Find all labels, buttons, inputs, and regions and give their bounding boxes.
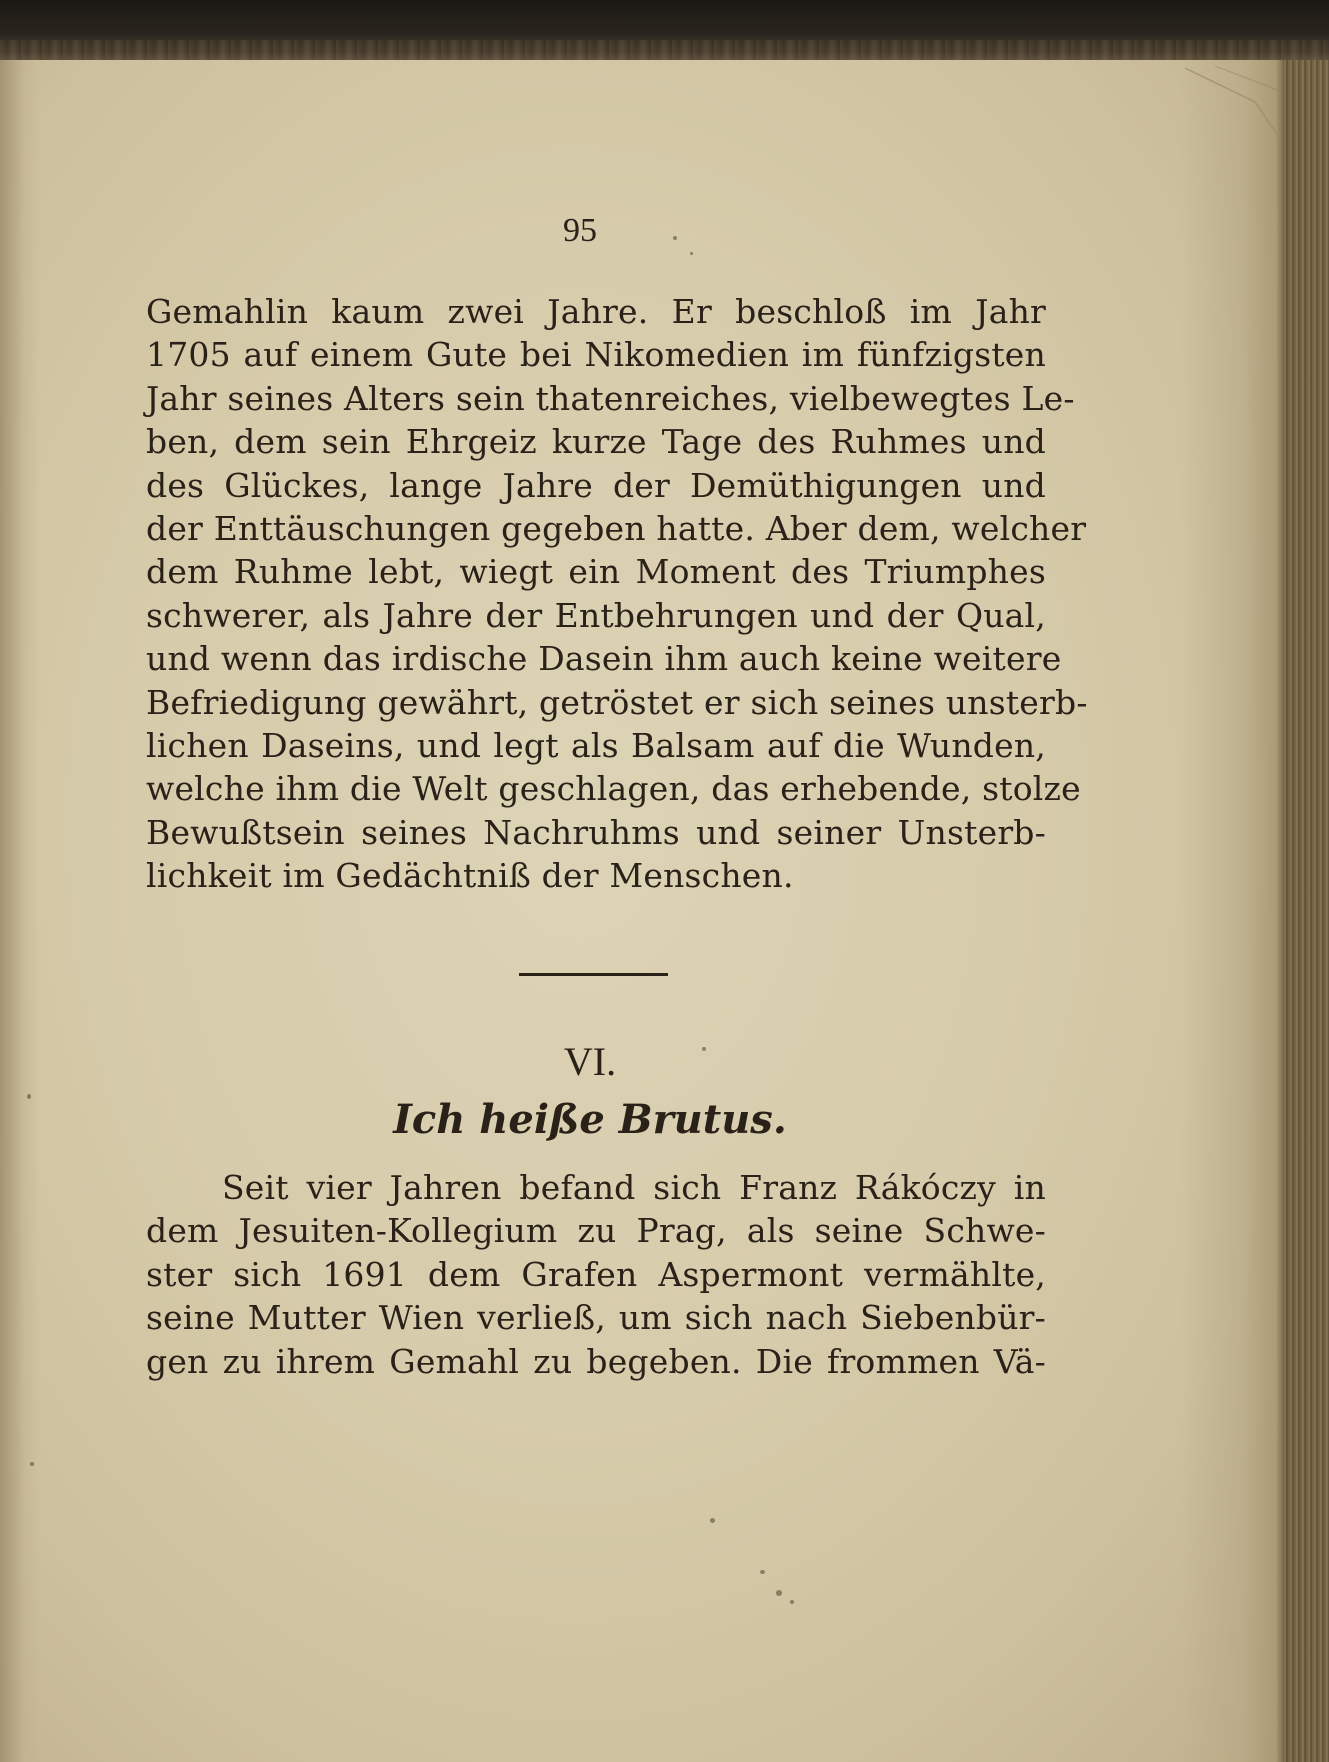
text-line: lichen Daseins, und legt als Balsam auf die Wunden, — [146, 725, 1046, 765]
text-line: und wenn das irdische Dasein ihm auch keine weitere — [146, 639, 1062, 679]
paper-speck — [690, 252, 693, 255]
page-gutter-shade — [0, 60, 40, 1762]
text-line: ster sich 1691 dem Grafen Aspermont vermählte, — [146, 1254, 1046, 1294]
chapter-number: VI. — [563, 1039, 617, 1084]
paragraph-2 — [146, 1166, 1046, 1383]
text-line: welche ihm die Welt geschlagen, das erhebende, stolze — [146, 769, 1081, 809]
paper-speck — [27, 1094, 31, 1099]
paper-speck — [776, 1590, 782, 1596]
text-line: dem Jesuiten-Kollegium zu Prag, als seine Schwe- — [146, 1211, 1046, 1251]
chapter-title: Ich heiße Brutus. — [393, 1096, 787, 1143]
paper-speck — [760, 1570, 765, 1574]
page-number: 95 — [563, 212, 597, 249]
text-line: gen zu ihrem Gemahl zu begeben. Die frommen Vä- — [146, 1341, 1046, 1381]
text-line: dem Ruhme lebt, wiegt ein Moment des Triumphes — [146, 552, 1046, 592]
text-line: 1705 auf einem Gute bei Nikomedien im fünfzigsten — [146, 335, 1046, 375]
text-line: Befriedigung gewährt, getröstet er sich seines unsterb- — [146, 682, 1088, 722]
paper-speck — [673, 236, 677, 240]
text-line: der Enttäuschungen gegeben hatte. Aber dem, welcher — [146, 508, 1087, 548]
text-line: Jahr seines Alters sein thatenreiches, vielbewegtes Le- — [146, 378, 1075, 418]
paragraph-1 — [146, 290, 1088, 897]
section-divider — [519, 973, 668, 976]
paper-speck — [710, 1518, 715, 1523]
text-line: lichkeit im Gedächtniß der Menschen. — [146, 856, 794, 896]
page-stack-edge — [1283, 60, 1329, 1762]
paper-speck — [30, 1462, 34, 1466]
text-line: Bewußtsein seines Nachruhms und seiner Unsterb- — [146, 812, 1046, 852]
paper-speck — [702, 1047, 706, 1051]
paper-speck — [790, 1600, 794, 1604]
page-edge-shade — [1180, 60, 1285, 1762]
text-line: ben, dem sein Ehrgeiz kurze Tage des Ruhmes und — [146, 422, 1046, 462]
text-line: des Glückes, lange Jahre der Demüthigungen und — [146, 465, 1046, 505]
text-line: Gemahlin kaum zwei Jahre. Er beschloß im Jahr — [146, 292, 1046, 331]
text-line: schwerer, als Jahre der Entbehrungen und der Qual, — [146, 595, 1046, 635]
text-line: seine Mutter Wien verließ, um sich nach Siebenbür- — [146, 1298, 1046, 1338]
corner-fold-mark — [1185, 62, 1285, 142]
text-line: Seit vier Jahren befand sich Franz Rákóczy in — [222, 1168, 1046, 1207]
